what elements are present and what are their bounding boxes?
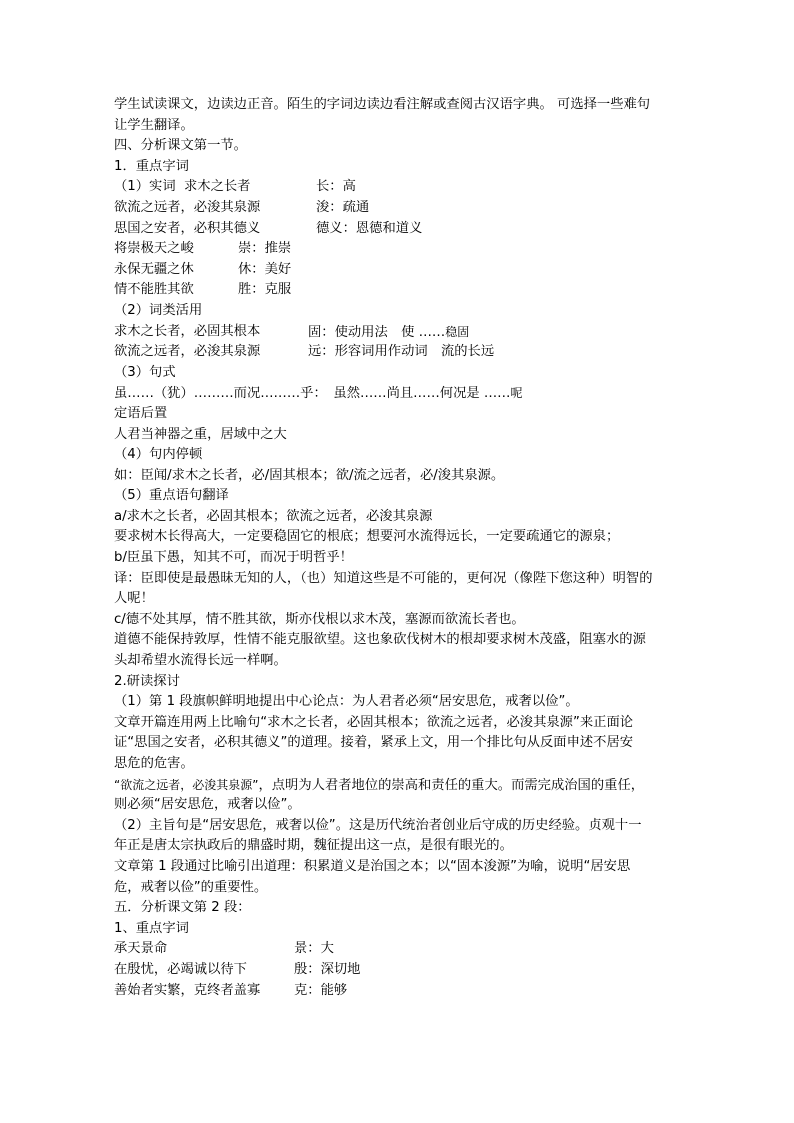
vocab-term: 将崇极天之峻	[114, 241, 194, 257]
section-heading: 四、分析课文第一节。	[114, 138, 247, 154]
vocab-definition: 休：美好	[238, 261, 292, 277]
paragraph-line: “欲流之远者，必浚其泉源”，点明为人君者地位的崇高和责任的重大。而需完成治国的重任，	[114, 777, 645, 793]
vocab-definition: 殷：深切地	[294, 961, 361, 977]
vocab-term: 情不能胜其欲	[114, 282, 194, 298]
example-sentence: 人君当神器之重，居域中之大	[114, 426, 287, 442]
paragraph-line: 文章开篇连用两上比喻句“求木之长者，必固其根本；欲流之远者，必浚其泉源”来正面论	[114, 714, 634, 730]
vocab-definition: 浚：疏通	[316, 199, 370, 215]
vocab-row	[114, 960, 686, 981]
vocab-term: 承天景命	[114, 941, 168, 957]
vocab-row	[114, 219, 686, 240]
vocab-definition: 克：能够	[294, 982, 348, 998]
vocab-row	[114, 939, 686, 960]
source-sentence: b/臣虽下愚，知其不可，而况于明哲乎！	[114, 550, 353, 566]
intro-line: 让学生翻译。	[114, 117, 194, 133]
usage-definition: 远：形容词用作动词 流的长远	[308, 344, 495, 360]
vocab-term: 永保无疆之休	[114, 261, 194, 277]
paragraph-line: （1）第 1 段旗帜鲜明地提出中心论点：为人君者必须“居安思危，戒奢以俭”。	[114, 694, 579, 710]
paragraph-line: 证“思国之安者，必积其德义”的道理。接着，紧承上文，用一个排比句从反面申述不居安	[114, 735, 634, 751]
usage-term: 求木之长者，必固其根本	[114, 323, 261, 339]
paragraph-line: （2）主旨句是“居安思危，戒奢以俭”。这是历代统治者创业后守成的历史经验。贞观十一	[114, 817, 642, 833]
paragraph-line: 则必须“居安思危，戒奢以俭”。	[114, 797, 301, 813]
source-sentence: a/求木之长者，必固其根本；欲流之远者，必浚其泉源	[114, 508, 433, 524]
subheading: 2.研读探讨	[114, 673, 180, 689]
vocab-term: 在殷忧，必竭诚以待下	[114, 961, 247, 977]
example-sentence: 如：臣闻/求木之长者，必/固其根本；欲/流之远者，必/浚其泉源。	[114, 467, 505, 483]
translation: 道德不能保持敦厚，性情不能克服欲望。这也象砍伐树木的根却要求树木茂盛，阻塞水的源	[114, 632, 646, 648]
paragraph-line: 文章第 1 段通过比喻引出道理：积累道义是治国之本；以“固本浚源”为喻，说明“居安思	[114, 858, 631, 874]
vocab-term: 求木之长者	[184, 179, 251, 195]
vocab-definition: 胜：克服	[238, 282, 292, 298]
sentence-pattern: 虽……（犹）………而况………乎： 虽然……尚且……何况是 ……呢	[114, 386, 523, 402]
subheading: （3）句式	[114, 364, 176, 380]
vocab-row	[114, 177, 686, 198]
translation: 译：臣即使是最愚昧无知的人，（也）知道这些是不可能的，更何况（像陛下您这种）明智的	[114, 570, 653, 586]
vocab-definition: 长：高	[316, 179, 356, 195]
vocab-row	[114, 198, 686, 219]
source-sentence: c/德不处其厚，情不胜其欲，斯亦伐根以求木茂，塞源而欲流长者也。	[114, 611, 525, 627]
vocab-row	[114, 280, 686, 301]
vocab-term: 思国之安者，必积其德义	[114, 220, 261, 236]
usage-definition: 固：使动用法 使 ……稳固	[308, 324, 470, 340]
subheading: （1）实词	[114, 179, 176, 195]
paragraph-line: 危，戒奢以俭”的重要性。	[114, 879, 268, 895]
paragraph-line: 思危的危害。	[114, 756, 194, 771]
translation: 人呢！	[114, 591, 154, 607]
paragraph-line: 年正是唐太宗执政后的鼎盛时期，魏征提出这一点，是很有眼光的。	[114, 838, 513, 854]
translation: 头却希望水流得长远一样啊。	[114, 653, 287, 669]
subheading: （2）词类活用	[114, 302, 203, 318]
vocab-row	[114, 981, 686, 1002]
document-body	[114, 95, 686, 1001]
subheading: 1．重点字词	[114, 158, 189, 174]
vocab-row	[114, 260, 686, 281]
usage-row	[114, 342, 686, 363]
usage-row	[114, 322, 686, 343]
vocab-definition: 崇：推崇	[238, 241, 292, 257]
section-heading: 五．分析课文第 2 段：	[114, 900, 251, 916]
subheading: 1、重点字词	[114, 920, 189, 936]
subheading: （5）重点语句翻译	[114, 488, 229, 504]
subheading: （4）句内停顿	[114, 447, 203, 463]
translation: 要求树木长得高大，一定要稳固它的根底；想要河水流得远长，一定要疏通它的源泉；	[114, 529, 620, 545]
vocab-definition: 景：大	[294, 941, 334, 957]
intro-line: 学生试读课文，边读边正音。陌生的字词边读边看注解或查阅古汉语字典。 可选择一些难句	[114, 97, 651, 112]
vocab-definition: 德义：恩德和道义	[316, 220, 423, 236]
vocab-term: 善始者实繁，克终者盖寡	[114, 982, 261, 998]
vocab-row	[114, 239, 686, 260]
vocab-term: 欲流之远者，必浚其泉源	[114, 199, 261, 215]
usage-term: 欲流之远者，必浚其泉源	[114, 344, 261, 360]
sentence-pattern: 定语后置	[114, 405, 168, 421]
